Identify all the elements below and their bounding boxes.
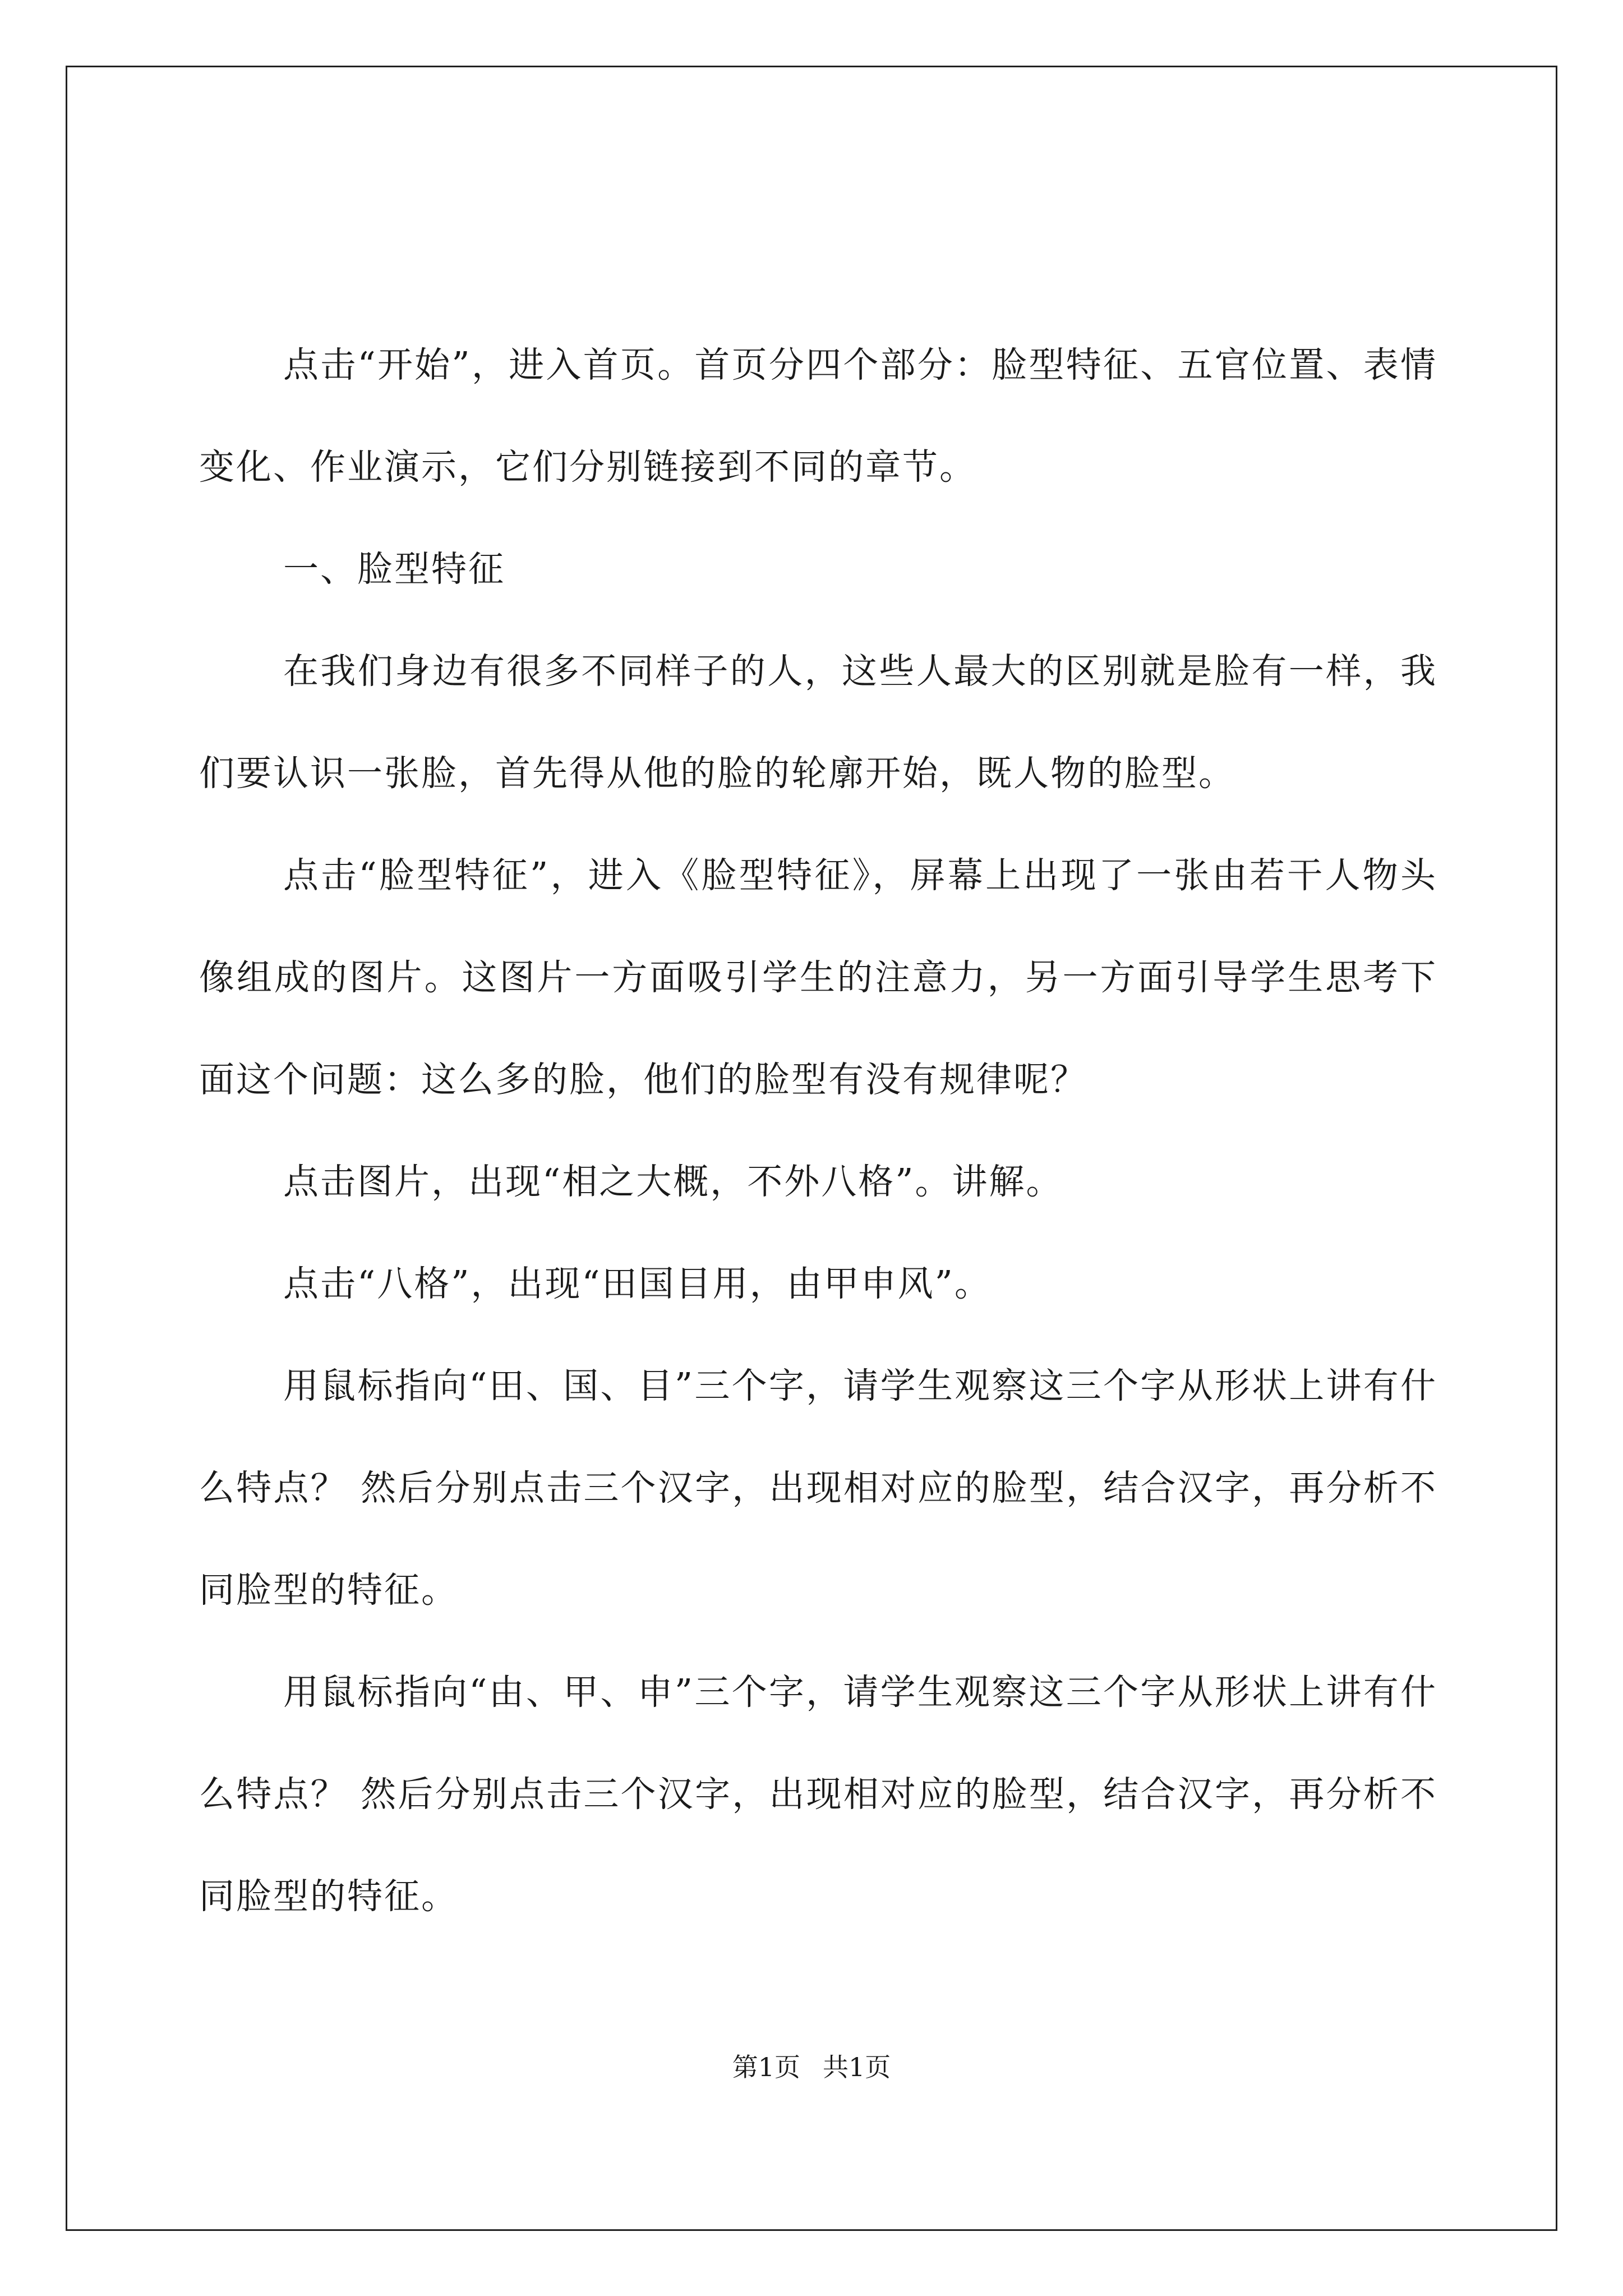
page-number: 第1页 (732, 2052, 800, 2082)
page-footer (0, 2050, 1623, 2084)
paragraph-face-feature-click: 点击“脸型特征”，进入《脸型特征》，屏幕上出现了一张由若干人物头像组成的图片。这图片一方面吸引学生的注意力，另一方面引导学生思考下面这个问题：这么多的脸，他们的脸型有没有规律呢？ (199, 855, 1437, 1100)
paragraph-image-click: 点击图片，出现“相之大概，不外八格”。讲解。 (283, 1161, 1063, 1202)
page-total: 共1页 (823, 2052, 891, 2082)
document-body (199, 314, 1437, 1948)
paragraph-you-jia-shen: 用鼠标指向“由、甲、申”三个字，请学生观察这三个字从形状上讲有什么特点？ 然后分别点击三个汉字，出现相对应的脸型，结合汉字，再分析不同脸型的特征。 (199, 1672, 1437, 1917)
section-heading-face-shape: 一、脸型特征 (283, 549, 505, 590)
paragraph-eight-patterns: 点击“八格”，出现“田国目用，由甲申风”。 (283, 1263, 992, 1304)
paragraph-intro: 点击“开始”，进入首页。首页分四个部分：脸型特征、五官位置、表情变化、作业演示，它们分别链接到不同的章节。 (199, 344, 1437, 487)
paragraph-tian-guo-mu: 用鼠标指向“田、国、目”三个字，请学生观察这三个字从形状上讲有什么特点？ 然后分别点击三个汉字，出现相对应的脸型，结合汉字，再分析不同脸型的特征。 (199, 1365, 1437, 1611)
paragraph-face-outline: 在我们身边有很多不同样子的人，这些人最大的区别就是脸有一样，我们要认识一张脸，首先得从他的脸的轮廓开始，既人物的脸型。 (199, 651, 1437, 794)
